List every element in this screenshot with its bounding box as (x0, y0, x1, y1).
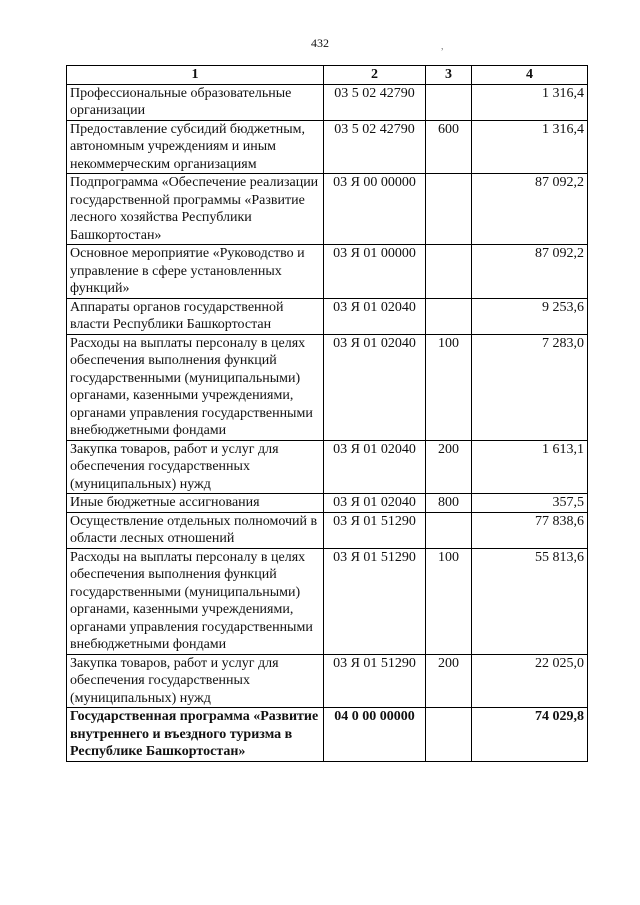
table-row (67, 84, 588, 120)
row-name-cell: Закупка товаров, работ и услуг для обеспечения государственных (муниципальных) нужд (67, 440, 324, 494)
row-type-cell (426, 245, 472, 299)
row-sum-cell: 77 838,6 (472, 512, 588, 548)
row-code-cell: 04 0 00 00000 (324, 708, 426, 762)
row-name-cell: Аппараты органов государственной власти Республики Башкортостан (67, 298, 324, 334)
row-code-cell: 03 Я 01 02040 (324, 440, 426, 494)
row-code-cell: 03 Я 01 51290 (324, 548, 426, 654)
row-sum-cell: 1 316,4 (472, 84, 588, 120)
table-body (67, 84, 588, 761)
table-row (67, 334, 588, 440)
row-sum-cell: 7 283,0 (472, 334, 588, 440)
row-type-cell (426, 298, 472, 334)
header-col-4: 4 (472, 66, 588, 85)
header-col-3: 3 (426, 66, 472, 85)
row-code-cell: 03 5 02 42790 (324, 120, 426, 174)
row-name-cell: Расходы на выплаты персоналу в целях обеспечения выполнения функций государственными (муниципальными) органами, казенными учреждениями, органами управления государственными внебюджетными фондами (67, 548, 324, 654)
row-code-cell: 03 Я 01 02040 (324, 494, 426, 513)
scan-mark: , (441, 41, 444, 52)
row-type-cell (426, 84, 472, 120)
header-col-1: 1 (67, 66, 324, 85)
row-sum-cell: 1 613,1 (472, 440, 588, 494)
row-sum-cell: 9 253,6 (472, 298, 588, 334)
table-row (67, 548, 588, 654)
table-row (67, 708, 588, 762)
row-sum-cell: 87 092,2 (472, 174, 588, 245)
row-name-cell: Предоставление субсидий бюджетным, автономным учреждениям и иным некоммерческим организациям (67, 120, 324, 174)
budget-table (66, 65, 588, 762)
row-code-cell: 03 Я 01 51290 (324, 654, 426, 708)
table-row (67, 245, 588, 299)
table-row (67, 298, 588, 334)
row-code-cell: 03 Я 00 00000 (324, 174, 426, 245)
row-name-cell: Государственная программа «Развитие внутреннего и въездного туризма в Республике Башкортостан» (67, 708, 324, 762)
row-code-cell: 03 Я 01 00000 (324, 245, 426, 299)
table-row (67, 654, 588, 708)
row-type-cell (426, 174, 472, 245)
table-row (67, 440, 588, 494)
row-name-cell: Осуществление отдельных полномочий в области лесных отношений (67, 512, 324, 548)
row-type-cell: 100 (426, 548, 472, 654)
row-sum-cell: 22 025,0 (472, 654, 588, 708)
row-type-cell: 600 (426, 120, 472, 174)
row-sum-cell: 74 029,8 (472, 708, 588, 762)
row-name-cell: Закупка товаров, работ и услуг для обеспечения государственных (муниципальных) нужд (67, 654, 324, 708)
row-name-cell: Подпрограмма «Обеспечение реализации государственной программы «Развитие лесного хозяйства Республики Башкортостан» (67, 174, 324, 245)
row-sum-cell: 55 813,6 (472, 548, 588, 654)
row-name-cell: Основное мероприятие «Руководство и управление в сфере установленных функций» (67, 245, 324, 299)
header-col-2: 2 (324, 66, 426, 85)
row-sum-cell: 1 316,4 (472, 120, 588, 174)
row-code-cell: 03 Я 01 02040 (324, 298, 426, 334)
table-row (67, 120, 588, 174)
row-code-cell: 03 Я 01 51290 (324, 512, 426, 548)
page-number: 432 (311, 36, 329, 50)
row-type-cell: 100 (426, 334, 472, 440)
row-type-cell: 800 (426, 494, 472, 513)
row-sum-cell: 357,5 (472, 494, 588, 513)
row-name-cell: Иные бюджетные ассигнования (67, 494, 324, 513)
row-type-cell (426, 512, 472, 548)
row-sum-cell: 87 092,2 (472, 245, 588, 299)
header-row (67, 66, 588, 85)
row-name-cell: Расходы на выплаты персоналу в целях обеспечения выполнения функций государственными (муниципальными) органами, казенными учреждениями, органами управления государственными внебюджетными фондами (67, 334, 324, 440)
row-type-cell: 200 (426, 440, 472, 494)
table-row (67, 174, 588, 245)
row-code-cell: 03 Я 01 02040 (324, 334, 426, 440)
row-name-cell: Профессиональные образовательные организации (67, 84, 324, 120)
table-row (67, 494, 588, 513)
row-type-cell (426, 708, 472, 762)
row-type-cell: 200 (426, 654, 472, 708)
row-code-cell: 03 5 02 42790 (324, 84, 426, 120)
table-row (67, 512, 588, 548)
